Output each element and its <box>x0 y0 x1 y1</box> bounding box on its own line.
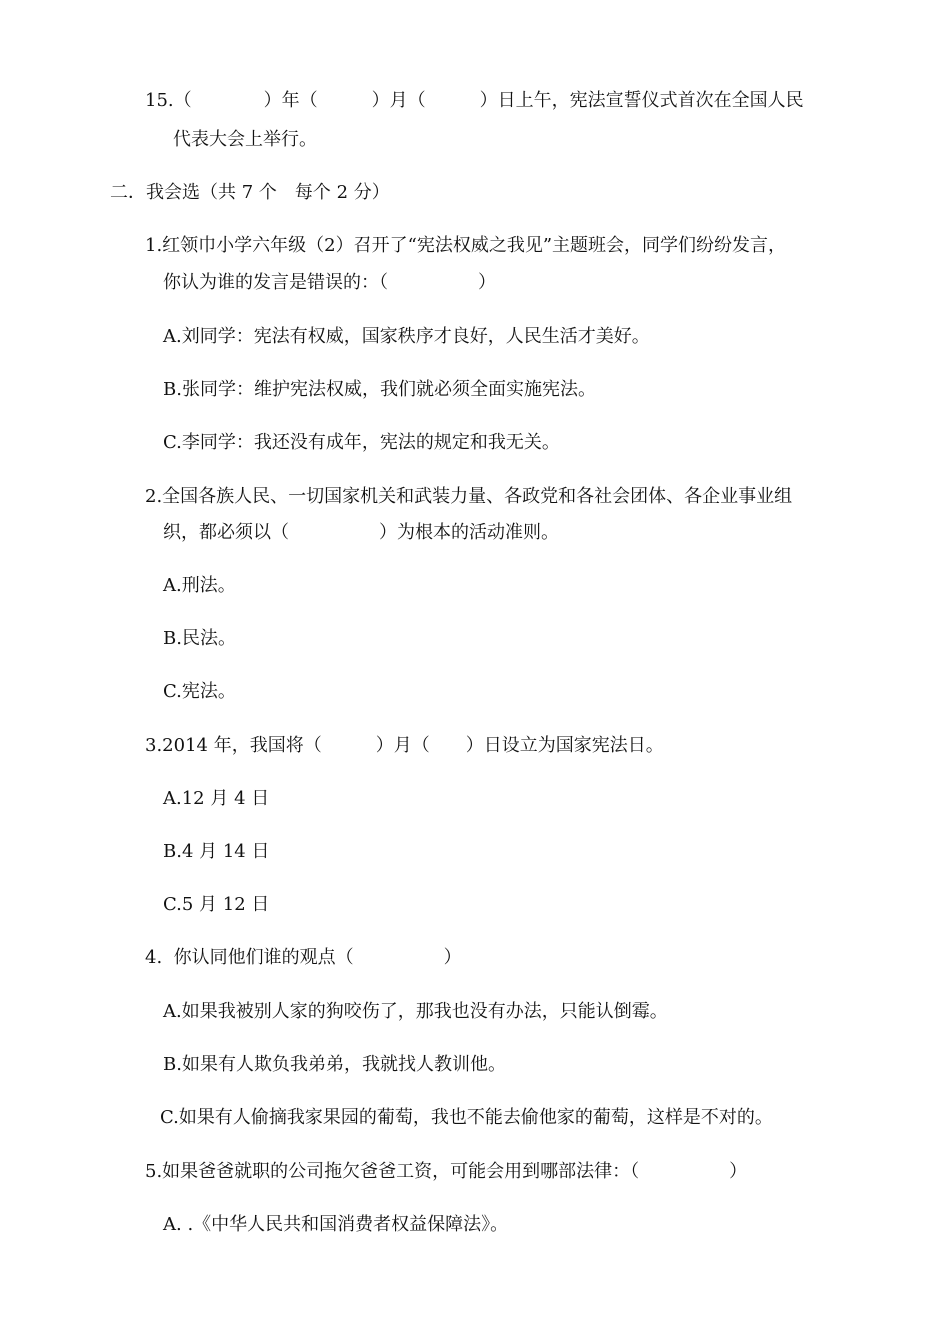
question-3-option-c: C.5 月 12 日 <box>163 894 270 915</box>
section-heading: 二．我会选（共 7 个 每个 2 分） <box>110 182 390 203</box>
question-3-option-b: B.4 月 14 日 <box>163 841 270 862</box>
question-2-line-2: 织，都必须以（ ）为根本的活动准则。 <box>163 522 559 543</box>
question-2-option-c: C.宪法。 <box>163 681 236 702</box>
question-2-option-a: A.刑法。 <box>163 575 236 596</box>
question-2-line-1: 2.全国各族人民、一切国家机关和武装力量、各政党和各社会团体、各企业事业组 <box>145 486 793 507</box>
question-1-line-1: 1.红领巾小学六年级（2）召开了“宪法权威之我见”主题班会，同学们纷纷发言， <box>145 235 787 256</box>
question-4-line-1: 4. 你认同他们谁的观点（ ） <box>145 947 462 968</box>
question-1-option-b: B.张同学：维护宪法权威，我们就必须全面实施宪法。 <box>163 379 596 400</box>
q15-line-2: 代表大会上举行。 <box>173 129 317 150</box>
question-5-option-a: A. .《中华人民共和国消费者权益保障法》。 <box>163 1214 509 1235</box>
question-4-option-b: B.如果有人欺负我弟弟，我就找人教训他。 <box>163 1054 506 1075</box>
question-2-option-b: B.民法。 <box>163 628 236 649</box>
question-4-option-c: C.如果有人偷摘我家果园的葡萄，我也不能去偷他家的葡萄，这样是不对的。 <box>160 1107 773 1128</box>
question-1-line-2: 你认为谁的发言是错误的：（ ） <box>163 272 496 293</box>
question-3-option-a: A.12 月 4 日 <box>163 788 270 809</box>
question-3-line-1: 3.2014 年，我国将（ ）月（ ）日设立为国家宪法日。 <box>145 735 664 756</box>
question-5-line-1: 5.如果爸爸就职的公司拖欠爸爸工资，可能会用到哪部法律：（ ） <box>145 1161 748 1182</box>
question-1-option-a: A.刘同学：宪法有权威，国家秩序才良好，人民生活才美好。 <box>163 326 650 347</box>
question-1-option-c: C.李同学：我还没有成年，宪法的规定和我无关。 <box>163 432 560 453</box>
q15-line-1: 15.（ ）年（ ）月（ ）日上午，宪法宣誓仪式首次在全国人民 <box>145 90 804 111</box>
question-4-option-a: A.如果我被别人家的狗咬伤了，那我也没有办法，只能认倒霉。 <box>163 1001 668 1022</box>
